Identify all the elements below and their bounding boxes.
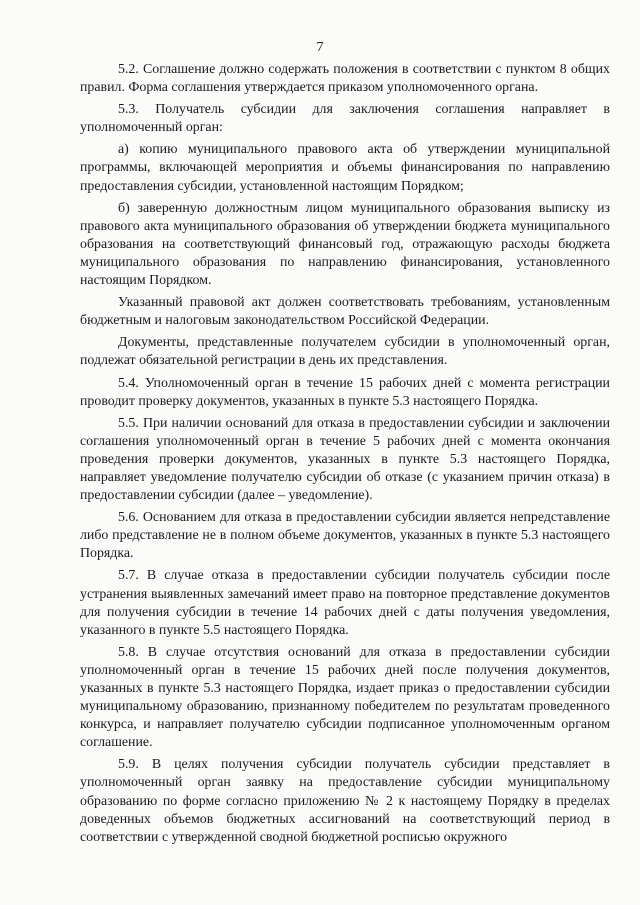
paragraph-5-3-a: а) копию муниципального правового акта об утверждении муниципальной программы, включающей мероприятия и объемы финансирования по направлению предоставления субсидии, установленной настоящим Порядком;	[80, 142, 610, 194]
paragraph-5-3-b: б) заверенную должностным лицом муниципального образования выписку из правового акта муниципального образования об утверждении бюджета муниципального образования на соответствующий финансовый год, отражающую расходы бюджета муниципального образования по направлению финансирования, установленного настоящим Порядком.	[80, 200, 610, 289]
document-body	[80, 61, 610, 847]
paragraph-5-5: 5.5. При наличии оснований для отказа в предоставлении субсидии и заключении соглашения уполномоченный орган в течение 5 рабочих дней с момента окончания проведения проверки документов, указанных в пункте 5.3 настоящего Порядка, направляет уведомление получателю субсидии об отказе (с указанием причин отказа) в предоставлении субсидии (далее – уведомление).	[80, 415, 610, 504]
paragraph-5-3: 5.3. Получатель субсидии для заключения соглашения направляет в уполномоченный орган:	[80, 102, 610, 136]
paragraph-5-6: 5.6. Основанием для отказа в предоставлении субсидии является непредставление либо представление не в полном объеме документов, указанных в пункте 5.3 настоящего Порядка.	[80, 510, 610, 562]
paragraph-legal-act-requirements: Указанный правовой акт должен соответствовать требованиям, установленным бюджетным и налоговым законодательством Российской Федерации.	[80, 295, 610, 329]
paragraph-5-9: 5.9. В целях получения субсидии получатель субсидии представляет в уполномоченный орган заявку на предоставление субсидии муниципальному образованию по форме согласно приложению № 2 к настоящему Порядку в пределах доведенных объемов бюджетных ассигнований на соответствующий период в соответствии с утвержденной сводной бюджетной росписью окружного	[80, 757, 610, 845]
page-number: 7	[316, 40, 324, 55]
paragraph-5-4: 5.4. Уполномоченный орган в течение 15 рабочих дней с момента регистрации проводит проверку документов, указанных в пункте 5.3 настоящего Порядка.	[80, 375, 610, 409]
paragraph-5-2: 5.2. Соглашение должно содержать положения в соответствии с пунктом 8 общих правил. Форма соглашения утверждается приказом уполномоченного органа.	[80, 62, 610, 96]
paragraph-documents-registration: Документы, представленные получателем субсидии в уполномоченный орган, подлежат обязательной регистрации в день их представления.	[80, 335, 610, 369]
paragraph-5-7: 5.7. В случае отказа в предоставлении субсидии получатель субсидии после устранения выявленных замечаний имеет право на повторное представление документов для получения субсидии в течение 14 рабочих дней с даты получения уведомления, указанного в пункте 5.5 настоящего Порядка.	[80, 568, 610, 638]
paragraph-5-8: 5.8. В случае отсутствия оснований для отказа в предоставлении субсидии уполномоченный орган в течение 15 рабочих дней после получения документов, указанных в пункте 5.3 настоящего Порядка, издает приказ о предоставлении субсидии муниципальному образованию, признанному победителем по результатам проведенного конкурса, и направляет получателю субсидии подписанное уполномоченным органом соглашение.	[80, 644, 610, 751]
